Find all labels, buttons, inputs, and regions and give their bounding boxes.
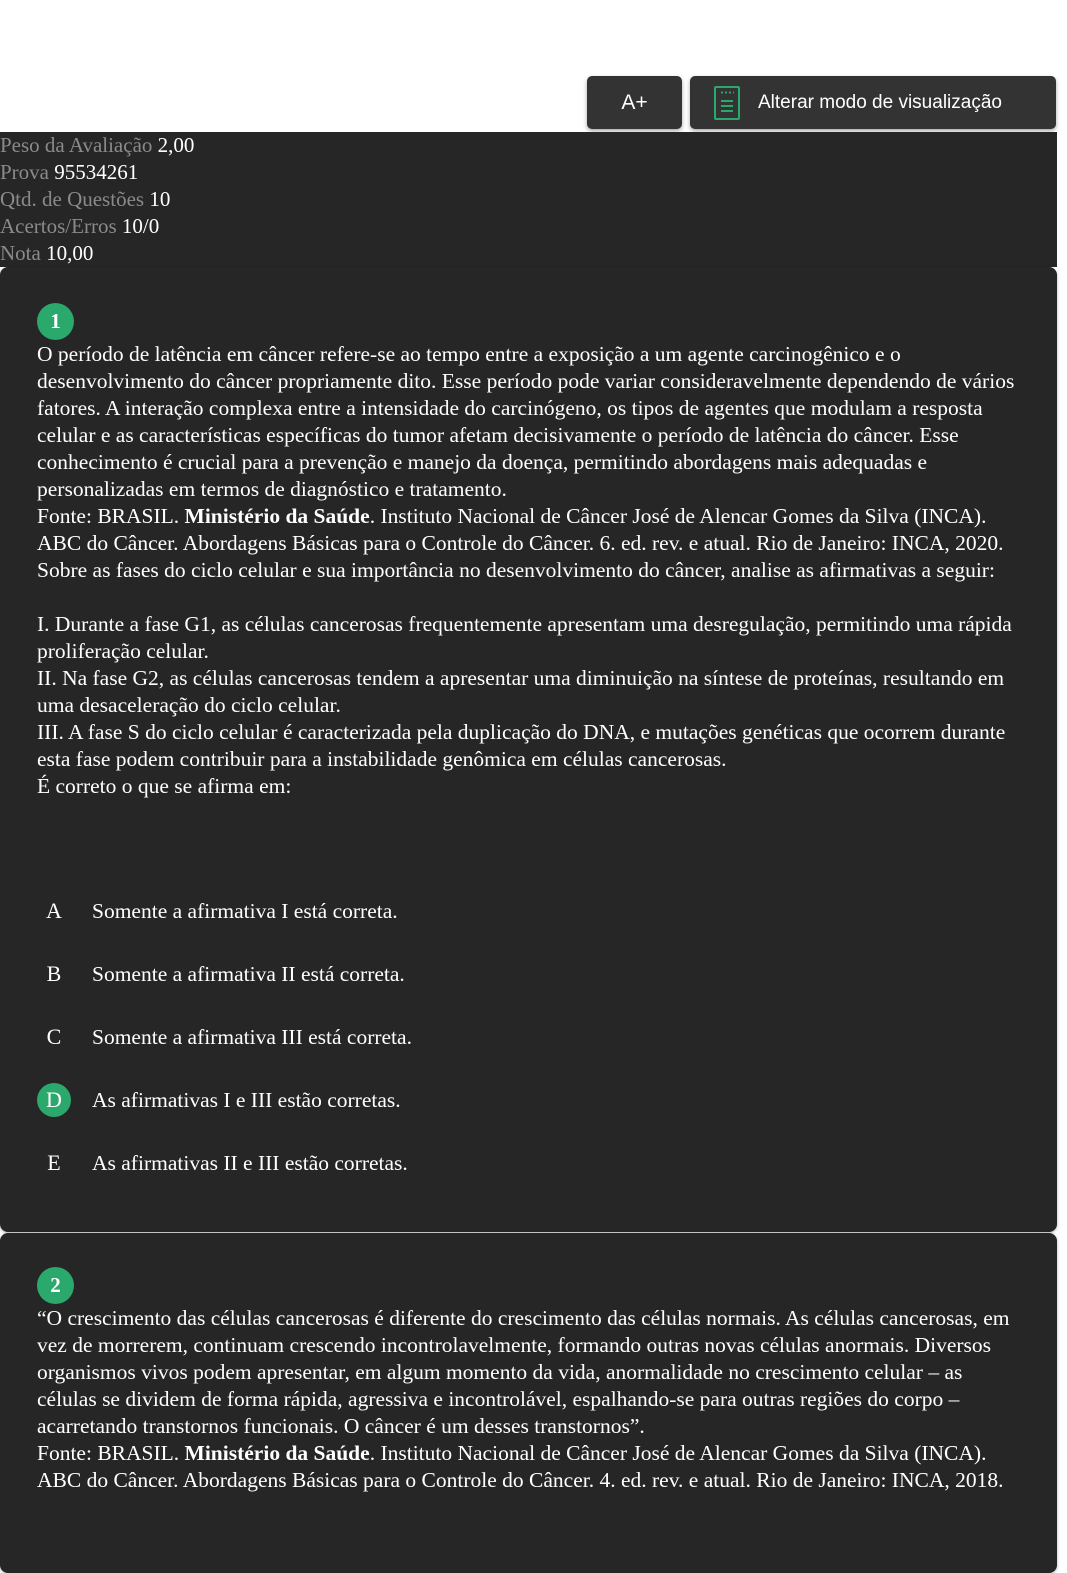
question-number-badge: 1 <box>37 303 74 340</box>
question-paragraph: O período de latência em câncer refere-se ao tempo entre a exposição a um agente carcinogênico e o desenvolvimento do câncer propriamente dito. Esse período pode variar consideravelmente dependendo de vários fatores. A interação complexa entre a intensidade do carcinógeno, os tipos de agentes que modulam a resposta celular e as características específicas do tumor afetam decisivamente o período de latência do câncer. Esse conhecimento é crucial para a prevenção e manejo da doença, permitindo abordagens mais adequadas e personalizadas em termos de diagnóstico e tratamento. <box>37 342 1015 501</box>
score-value: 10/0 <box>121 214 160 238</box>
statement-1: I. Durante a fase G1, as células cancerosas frequentemente apresentam uma desregulação, permitindo uma rápida proliferação celular. <box>37 612 1012 663</box>
source-bold: Ministério da Saúde <box>184 1441 370 1465</box>
option-text: Somente a afirmativa III está correta. <box>92 1024 412 1049</box>
questions-label: Qtd. de Questões <box>0 187 145 211</box>
view-mode-button[interactable] <box>690 76 1056 129</box>
option-letter: E <box>47 1150 61 1175</box>
grade-row <box>0 240 1057 267</box>
statement-3: III. A fase S do ciclo celular é caracterizada pela duplicação do DNA, e mutações genéticas que ocorrem durante esta fase podem contribuir para a instabilidade genômica em células cancerosas. <box>37 720 1006 771</box>
weight-row <box>0 132 1057 159</box>
option-text: As afirmativas II e III estão corretas. <box>92 1150 408 1175</box>
option-text: Somente a afirmativa II está correta. <box>92 961 405 986</box>
option-letter-selected: D <box>37 1083 71 1117</box>
exam-row <box>0 159 1057 186</box>
option-text: As afirmativas I e III estão corretas. <box>92 1087 401 1112</box>
grade-value: 10,00 <box>46 241 94 265</box>
questions-value: 10 <box>149 187 171 211</box>
question-source <box>37 1440 1027 1494</box>
view-mode-label: Alterar modo de visualização <box>758 91 1002 113</box>
question-card-1 <box>0 267 1057 1232</box>
option-e[interactable] <box>37 1143 408 1183</box>
question-number-badge: 2 <box>37 1267 74 1304</box>
weight-label: Peso da Avaliação <box>0 133 153 157</box>
question-ask: É correto o que se afirma em: <box>37 774 292 798</box>
question-card-2 <box>0 1233 1057 1573</box>
option-letter: C <box>46 1024 62 1049</box>
source-prefix: Fonte: BRASIL. <box>37 1441 185 1465</box>
question-prompt: Sobre as fases do ciclo celular e sua importância no desenvolvimento do câncer, analise as afirmativas a seguir: <box>37 558 995 582</box>
option-c[interactable] <box>37 1017 412 1057</box>
option-d-selected[interactable] <box>37 1080 401 1120</box>
document-icon <box>714 86 740 120</box>
source-prefix: Fonte: BRASIL. <box>37 504 185 528</box>
questions-row <box>0 186 1057 213</box>
option-b[interactable] <box>37 954 405 994</box>
font-increase-button[interactable]: A+ <box>587 76 682 129</box>
grade-label: Nota <box>0 241 41 265</box>
option-letter: B <box>46 961 62 986</box>
statement-2: II. Na fase G2, as células cancerosas tendem a apresentar uma diminuição na síntese de proteínas, resultando em uma desaceleração do ciclo celular. <box>37 666 1005 717</box>
score-label: Acertos/Erros <box>0 214 117 238</box>
weight-value: 2,00 <box>157 133 195 157</box>
exam-value: 95534261 <box>54 160 139 184</box>
source-suffix: . Instituto Nacional de Câncer José de Alencar Gomes da Silva (INCA). ABC do Câncer. Abordagens Básicas para o Controle do Câncer. 4. ed. rev. e atual. Rio de Janeiro: INCA, 2018. <box>37 1441 1004 1492</box>
option-a[interactable] <box>37 891 398 931</box>
source-suffix: . Instituto Nacional de Câncer José de Alencar Gomes da Silva (INCA). ABC do Câncer. Abordagens Básicas para o Controle do Câncer. 6. ed. rev. e atual. Rio de Janeiro: INCA, 2020. <box>37 504 1004 555</box>
exam-label: Prova <box>0 160 49 184</box>
question-text <box>37 341 1027 800</box>
question-text <box>37 1305 1027 1494</box>
question-source <box>37 503 1027 557</box>
toolbar <box>0 76 1067 132</box>
option-text: Somente a afirmativa I está correta. <box>92 898 398 923</box>
exam-summary <box>0 132 1057 267</box>
source-bold: Ministério da Saúde <box>184 504 370 528</box>
score-row <box>0 213 1057 240</box>
question-paragraph: “O crescimento das células cancerosas é diferente do crescimento das células normais. As células cancerosas, em vez de morrerem, continuam crescendo incontrolavelmente, formando outras novas células anormais. Diversos organismos vivos podem apresentar, em algum momento da vida, anormalidade no crescimento celular – as células se dividem de forma rápida, agressiva e incontrolável, espalhando-se para outras regiões do corpo – acarretando transtornos funcionais. O câncer é um desses transtornos”. <box>37 1306 1010 1438</box>
option-letter: A <box>46 898 62 923</box>
